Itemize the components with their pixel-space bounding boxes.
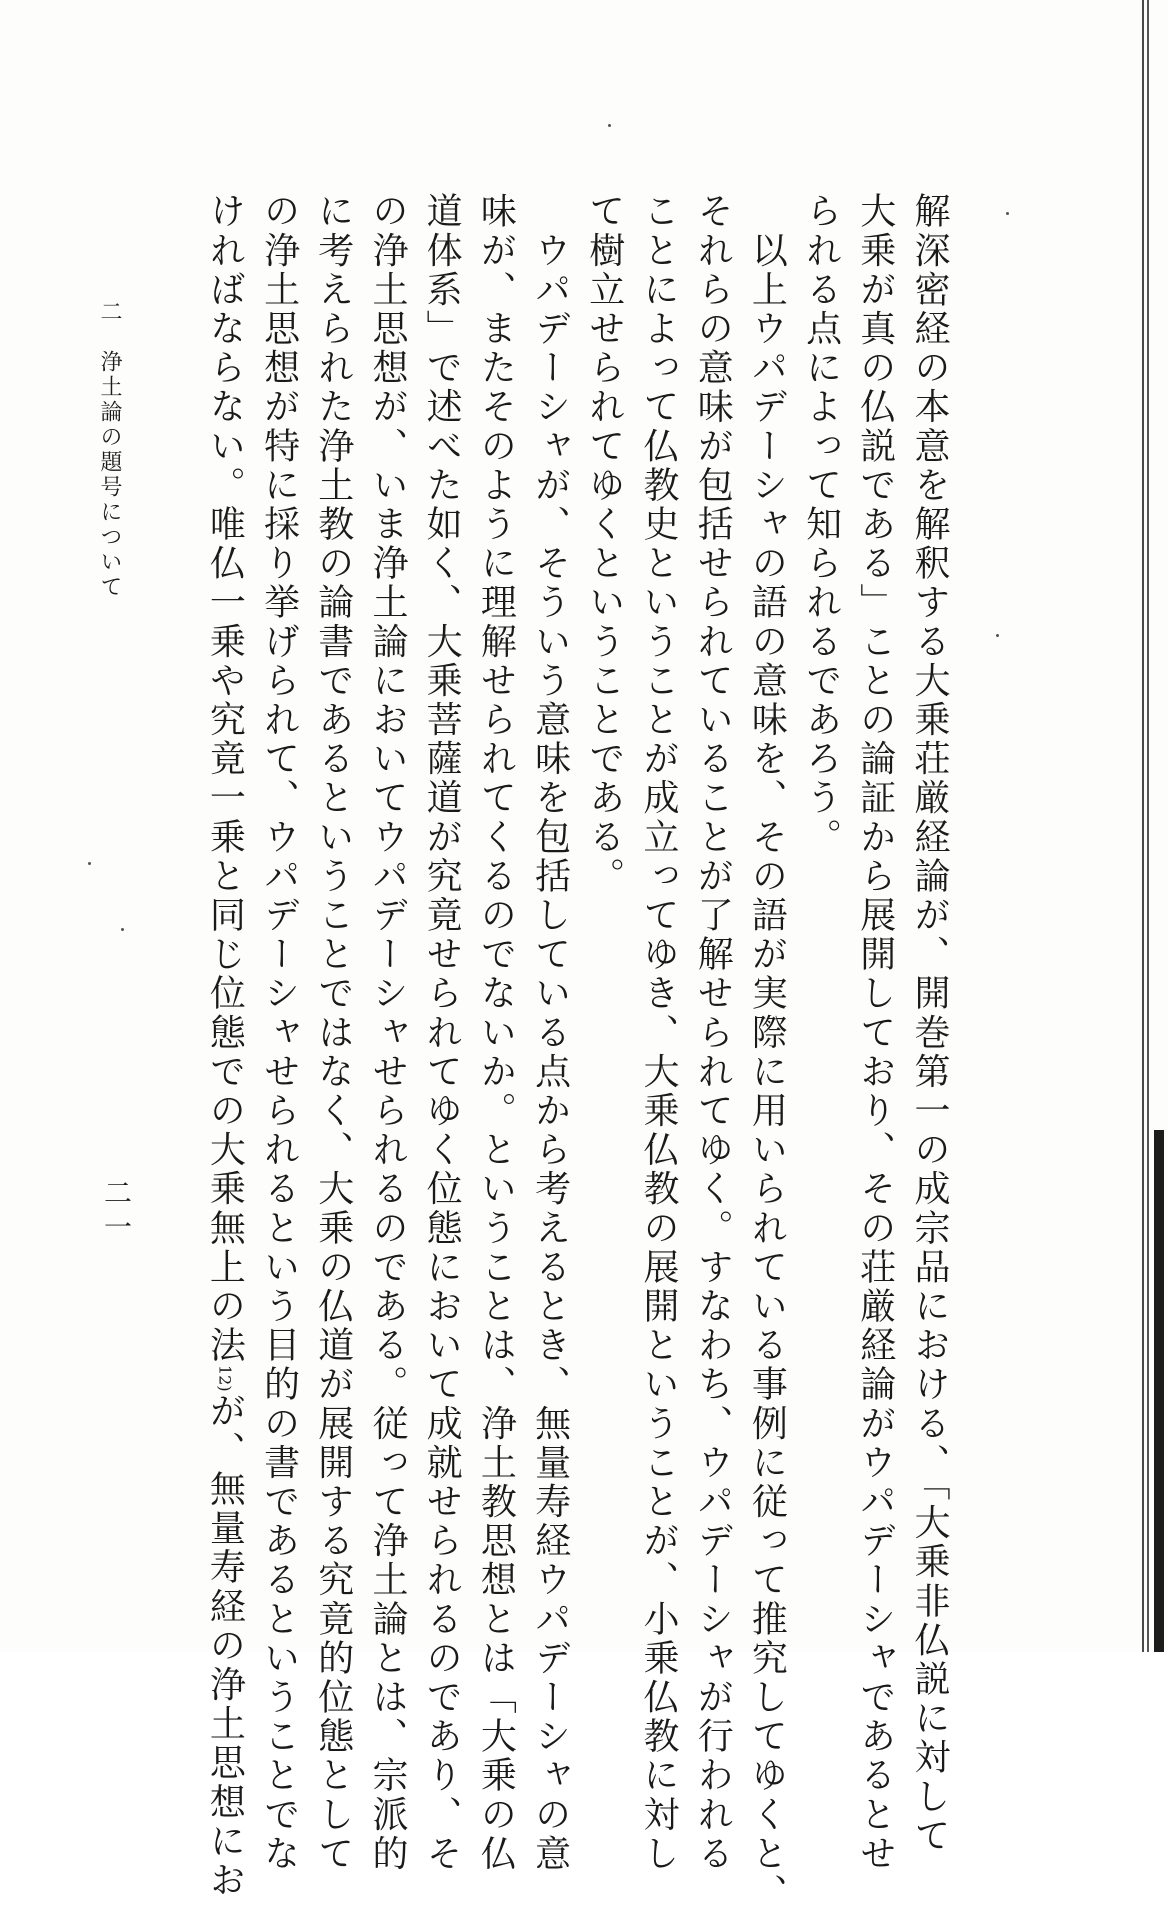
body-line: に考えられた浄土教の論書であるということではなく、大乗の仏道が展開する究竟的位態として	[312, 192, 354, 1874]
body-line: 味が、またそのように理解せられてくるのでないか。ということは、浄土教思想とは「大乗の仏	[475, 192, 517, 1874]
binding-edge-marks	[1142, 0, 1150, 1652]
body-line: の浄土思想が、いま浄土論においてウパデーシャせられるのである。従って浄土論とは、宗派的	[366, 192, 408, 1874]
body-line: それらの意味が包括せられていることが了解せられてゆく。すなわち、ウパデーシャが行われる	[692, 192, 734, 1874]
scan-speck	[88, 862, 91, 865]
body-line: 以上ウパデーシャの語の意味を、その語が実際に用いられている事例に従って推究してゆくと、	[746, 192, 788, 1912]
scan-speck	[996, 634, 999, 637]
body-line: 解深密経の本意を解釈する大乗荘厳経論が、開巻第一の成宗品における、「大乗非仏説に対して	[909, 192, 950, 1856]
body-line: ことによって仏教史ということが成立ってゆき、大乗仏教の展開ということが、小乗仏教に対し	[637, 192, 679, 1874]
body-line: 大乗が真の仏説である」ことの論証から展開しており、その荘厳経論がウパデーシャであるとせ	[854, 192, 896, 1874]
last-line-text-before-note: ければならない。唯仏一乗や究竟一乗と同じ位態での大乗無上の法	[204, 192, 246, 1365]
body-line: て樹立せられてゆくということである。	[583, 192, 625, 896]
page-number: 二一	[100, 1178, 133, 1246]
last-line-text-after-note: が、無量寿経の浄土思想にお	[204, 1391, 246, 1900]
body-line: の浄土思想が特に採り挙げられて、ウパデーシャせられるという目的の書であるということでな	[258, 192, 300, 1874]
binding-edge-shadow	[1154, 1130, 1164, 1652]
scan-speck	[1006, 212, 1009, 215]
body-line-last	[197, 192, 251, 1900]
scan-speck	[608, 124, 611, 127]
body-text	[197, 192, 956, 1912]
scan-speck	[121, 928, 124, 931]
footnote-reference[interactable]: 12)	[215, 1365, 235, 1392]
body-line: 道体系」で述べた如く、大乗菩薩道が究竟せられてゆく位態において成就せられるのであり、そ	[421, 192, 463, 1874]
body-line: られる点によって知られるであろう。	[800, 192, 842, 857]
running-head: 二 浄土論の題号について	[97, 300, 122, 600]
body-line: ウパデーシャが、そういう意味を包括している点から考えるとき、無量寿経ウパデーシャの意	[529, 192, 571, 1874]
